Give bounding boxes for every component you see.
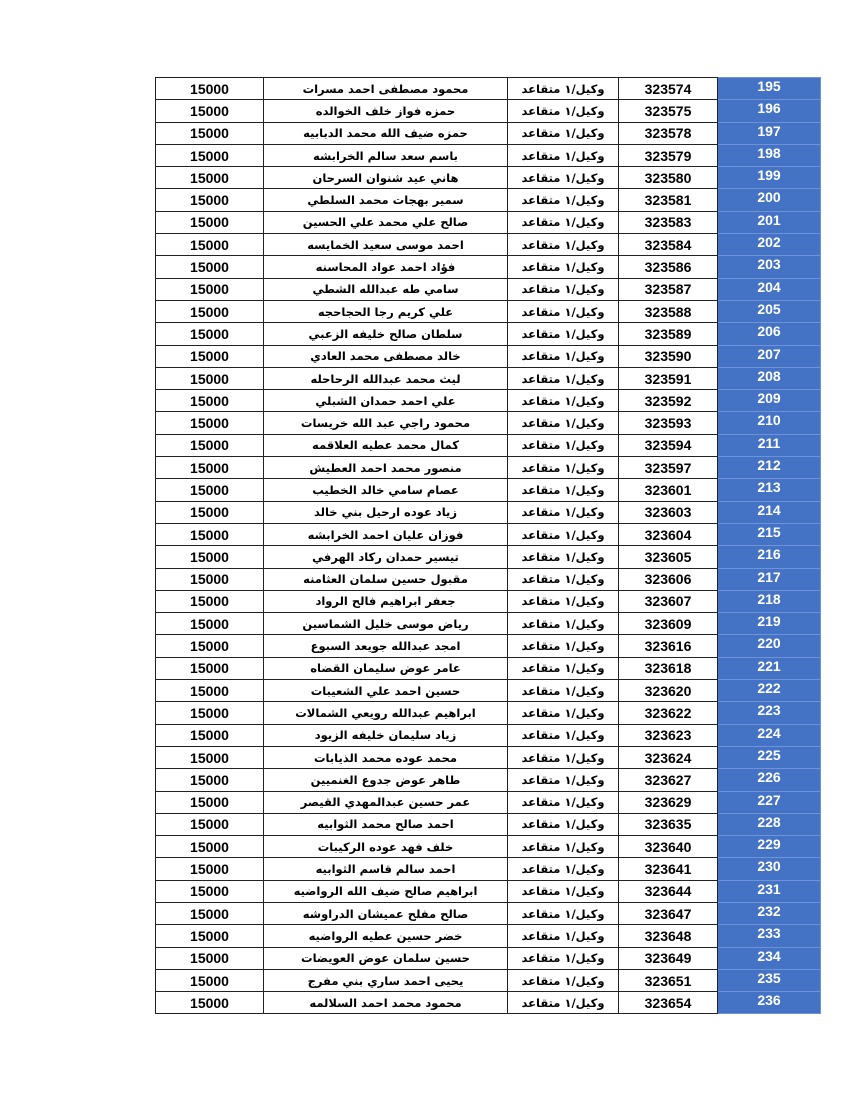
amount-cell: 15000 xyxy=(156,880,264,902)
table-row xyxy=(156,902,821,924)
table-row xyxy=(156,211,821,233)
amount-cell: 15000 xyxy=(156,345,264,367)
amount-cell: 15000 xyxy=(156,122,264,144)
table-row xyxy=(156,702,821,724)
amount-cell: 15000 xyxy=(156,523,264,545)
rank-cell: وكيل/١ متقاعد xyxy=(508,412,619,434)
name-cell: عصام سامي خالد الخطيب xyxy=(264,479,508,501)
rank-cell: وكيل/١ متقاعد xyxy=(508,434,619,456)
table-row xyxy=(156,613,821,635)
id-cell: 323609 xyxy=(619,613,718,635)
id-cell: 323618 xyxy=(619,657,718,679)
id-cell: 323640 xyxy=(619,836,718,858)
table-row xyxy=(156,992,821,1014)
table-row xyxy=(156,791,821,813)
id-cell: 323649 xyxy=(619,947,718,969)
id-cell: 323603 xyxy=(619,501,718,523)
id-cell: 323593 xyxy=(619,412,718,434)
rank-cell: وكيل/١ متقاعد xyxy=(508,791,619,813)
row-number-cell: 205 xyxy=(718,300,821,322)
id-cell: 323583 xyxy=(619,211,718,233)
row-number-cell: 213 xyxy=(718,479,821,501)
table-row xyxy=(156,367,821,389)
table-row xyxy=(156,746,821,768)
table-row xyxy=(156,189,821,211)
row-number-cell: 209 xyxy=(718,390,821,412)
name-cell: علي كريم رجا الحجاحجه xyxy=(264,300,508,322)
table-row xyxy=(156,144,821,166)
row-number-cell: 217 xyxy=(718,568,821,590)
id-cell: 323622 xyxy=(619,702,718,724)
id-cell: 323654 xyxy=(619,992,718,1014)
rank-cell: وكيل/١ متقاعد xyxy=(508,969,619,991)
amount-cell: 15000 xyxy=(156,746,264,768)
name-cell: تيسير حمدان ركاد الهرفي xyxy=(264,546,508,568)
amount-cell: 15000 xyxy=(156,234,264,256)
table-body xyxy=(156,78,821,1014)
row-number-cell: 199 xyxy=(718,167,821,189)
name-cell: احمد سالم قاسم الثوابيه xyxy=(264,858,508,880)
name-cell: خلف فهد عوده الركيبات xyxy=(264,836,508,858)
id-cell: 323648 xyxy=(619,925,718,947)
row-number-cell: 201 xyxy=(718,211,821,233)
row-number-cell: 200 xyxy=(718,189,821,211)
row-number-cell: 197 xyxy=(718,122,821,144)
rank-cell: وكيل/١ متقاعد xyxy=(508,345,619,367)
rank-cell: وكيل/١ متقاعد xyxy=(508,657,619,679)
id-cell: 323629 xyxy=(619,791,718,813)
id-cell: 323651 xyxy=(619,969,718,991)
rank-cell: وكيل/١ متقاعد xyxy=(508,367,619,389)
row-number-cell: 223 xyxy=(718,702,821,724)
amount-cell: 15000 xyxy=(156,858,264,880)
id-cell: 323575 xyxy=(619,100,718,122)
amount-cell: 15000 xyxy=(156,769,264,791)
name-cell: فؤاد احمد عواد المحاسنه xyxy=(264,256,508,278)
rank-cell: وكيل/١ متقاعد xyxy=(508,144,619,166)
id-cell: 323620 xyxy=(619,680,718,702)
amount-cell: 15000 xyxy=(156,278,264,300)
amount-cell: 15000 xyxy=(156,434,264,456)
id-cell: 323616 xyxy=(619,635,718,657)
rank-cell: وكيل/١ متقاعد xyxy=(508,300,619,322)
table-row xyxy=(156,323,821,345)
rank-cell: وكيل/١ متقاعد xyxy=(508,902,619,924)
row-number-cell: 198 xyxy=(718,144,821,166)
name-cell: حسين سلمان عوض العويضات xyxy=(264,947,508,969)
row-number-cell: 216 xyxy=(718,546,821,568)
name-cell: محمود محمد احمد السلالمه xyxy=(264,992,508,1014)
id-cell: 323635 xyxy=(619,813,718,835)
row-number-cell: 215 xyxy=(718,523,821,545)
id-cell: 323606 xyxy=(619,568,718,590)
row-number-cell: 218 xyxy=(718,590,821,612)
amount-cell: 15000 xyxy=(156,78,264,100)
amount-cell: 15000 xyxy=(156,791,264,813)
amount-cell: 15000 xyxy=(156,590,264,612)
retirees-table xyxy=(155,77,821,1014)
id-cell: 323624 xyxy=(619,746,718,768)
rank-cell: وكيل/١ متقاعد xyxy=(508,122,619,144)
rank-cell: وكيل/١ متقاعد xyxy=(508,992,619,1014)
rank-cell: وكيل/١ متقاعد xyxy=(508,100,619,122)
amount-cell: 15000 xyxy=(156,969,264,991)
amount-cell: 15000 xyxy=(156,189,264,211)
amount-cell: 15000 xyxy=(156,925,264,947)
id-cell: 323581 xyxy=(619,189,718,211)
amount-cell: 15000 xyxy=(156,256,264,278)
rank-cell: وكيل/١ متقاعد xyxy=(508,702,619,724)
amount-cell: 15000 xyxy=(156,568,264,590)
table-row xyxy=(156,390,821,412)
table-row xyxy=(156,122,821,144)
row-number-cell: 227 xyxy=(718,791,821,813)
rank-cell: وكيل/١ متقاعد xyxy=(508,880,619,902)
rank-cell: وكيل/١ متقاعد xyxy=(508,613,619,635)
amount-cell: 15000 xyxy=(156,836,264,858)
name-cell: احمد صالح محمد الثوابيه xyxy=(264,813,508,835)
amount-cell: 15000 xyxy=(156,680,264,702)
name-cell: منصور محمد احمد العطيش xyxy=(264,457,508,479)
name-cell: امجد عبدالله جويعد السبوع xyxy=(264,635,508,657)
row-number-cell: 219 xyxy=(718,613,821,635)
row-number-cell: 211 xyxy=(718,434,821,456)
id-cell: 323607 xyxy=(619,590,718,612)
row-number-cell: 235 xyxy=(718,969,821,991)
rank-cell: وكيل/١ متقاعد xyxy=(508,211,619,233)
table-row xyxy=(156,546,821,568)
rank-cell: وكيل/١ متقاعد xyxy=(508,390,619,412)
rank-cell: وكيل/١ متقاعد xyxy=(508,457,619,479)
amount-cell: 15000 xyxy=(156,813,264,835)
amount-cell: 15000 xyxy=(156,657,264,679)
rank-cell: وكيل/١ متقاعد xyxy=(508,167,619,189)
row-number-cell: 208 xyxy=(718,367,821,389)
name-cell: كمال محمد عطيه العلاقمه xyxy=(264,434,508,456)
id-cell: 323588 xyxy=(619,300,718,322)
table-row xyxy=(156,167,821,189)
row-number-cell: 234 xyxy=(718,947,821,969)
table-row xyxy=(156,813,821,835)
name-cell: هاني عيد شنوان السرحان xyxy=(264,167,508,189)
table-row xyxy=(156,657,821,679)
amount-cell: 15000 xyxy=(156,992,264,1014)
id-cell: 323594 xyxy=(619,434,718,456)
amount-cell: 15000 xyxy=(156,457,264,479)
name-cell: باسم سعد سالم الخرابشه xyxy=(264,144,508,166)
table-row xyxy=(156,680,821,702)
table-row xyxy=(156,590,821,612)
table-row xyxy=(156,635,821,657)
amount-cell: 15000 xyxy=(156,613,264,635)
name-cell: ابراهيم صالح ضيف الله الرواضيه xyxy=(264,880,508,902)
name-cell: عمر حسين عبدالمهدي القيصر xyxy=(264,791,508,813)
table-row xyxy=(156,100,821,122)
rank-cell: وكيل/١ متقاعد xyxy=(508,501,619,523)
table-row xyxy=(156,278,821,300)
table-row xyxy=(156,523,821,545)
name-cell: ليث محمد عبدالله الرحاحله xyxy=(264,367,508,389)
name-cell: مقبول حسين سلمان العثامنه xyxy=(264,568,508,590)
name-cell: محمد عوده محمد الذيابات xyxy=(264,746,508,768)
rank-cell: وكيل/١ متقاعد xyxy=(508,546,619,568)
table-row xyxy=(156,300,821,322)
name-cell: سمير بهجات محمد السلطي xyxy=(264,189,508,211)
id-cell: 323597 xyxy=(619,457,718,479)
id-cell: 323604 xyxy=(619,523,718,545)
id-cell: 323644 xyxy=(619,880,718,902)
rank-cell: وكيل/١ متقاعد xyxy=(508,278,619,300)
name-cell: صالح مفلح عميشان الدراوشه xyxy=(264,902,508,924)
rank-cell: وكيل/١ متقاعد xyxy=(508,256,619,278)
row-number-cell: 232 xyxy=(718,902,821,924)
row-number-cell: 228 xyxy=(718,813,821,835)
amount-cell: 15000 xyxy=(156,300,264,322)
rank-cell: وكيل/١ متقاعد xyxy=(508,78,619,100)
name-cell: يحيى احمد ساري بني مفرج xyxy=(264,969,508,991)
rank-cell: وكيل/١ متقاعد xyxy=(508,836,619,858)
row-number-cell: 203 xyxy=(718,256,821,278)
row-number-cell: 222 xyxy=(718,680,821,702)
table-row xyxy=(156,724,821,746)
name-cell: حمزه ضيف الله محمد الدبابيه xyxy=(264,122,508,144)
amount-cell: 15000 xyxy=(156,390,264,412)
id-cell: 323623 xyxy=(619,724,718,746)
table-row xyxy=(156,836,821,858)
row-number-cell: 195 xyxy=(718,78,821,100)
table-row xyxy=(156,256,821,278)
row-number-cell: 224 xyxy=(718,724,821,746)
amount-cell: 15000 xyxy=(156,546,264,568)
id-cell: 323647 xyxy=(619,902,718,924)
id-cell: 323587 xyxy=(619,278,718,300)
name-cell: فوزان عليان احمد الخرابشه xyxy=(264,523,508,545)
amount-cell: 15000 xyxy=(156,902,264,924)
table-row xyxy=(156,858,821,880)
table-row xyxy=(156,880,821,902)
name-cell: طاهر عوض جدوع الغنميين xyxy=(264,769,508,791)
amount-cell: 15000 xyxy=(156,167,264,189)
id-cell: 323578 xyxy=(619,122,718,144)
row-number-cell: 229 xyxy=(718,836,821,858)
id-cell: 323601 xyxy=(619,479,718,501)
name-cell: سلطان صالح خليفه الزعبي xyxy=(264,323,508,345)
table-row xyxy=(156,457,821,479)
name-cell: احمد موسى سعيد الخمايسه xyxy=(264,234,508,256)
amount-cell: 15000 xyxy=(156,501,264,523)
rank-cell: وكيل/١ متقاعد xyxy=(508,858,619,880)
name-cell: عامر عوض سليمان القضاه xyxy=(264,657,508,679)
id-cell: 323641 xyxy=(619,858,718,880)
name-cell: محمود راجي عبد الله خريسات xyxy=(264,412,508,434)
name-cell: سامي طه عبدالله الشطي xyxy=(264,278,508,300)
table-row xyxy=(156,412,821,434)
table-row xyxy=(156,78,821,100)
name-cell: صالح علي محمد علي الحسين xyxy=(264,211,508,233)
amount-cell: 15000 xyxy=(156,100,264,122)
name-cell: زياد سليمان خليفه الزيود xyxy=(264,724,508,746)
row-number-cell: 214 xyxy=(718,501,821,523)
table-row xyxy=(156,345,821,367)
rank-cell: وكيل/١ متقاعد xyxy=(508,635,619,657)
amount-cell: 15000 xyxy=(156,724,264,746)
rank-cell: وكيل/١ متقاعد xyxy=(508,947,619,969)
id-cell: 323586 xyxy=(619,256,718,278)
amount-cell: 15000 xyxy=(156,323,264,345)
name-cell: حمزه فواز خلف الخوالده xyxy=(264,100,508,122)
table-row xyxy=(156,479,821,501)
id-cell: 323580 xyxy=(619,167,718,189)
row-number-cell: 226 xyxy=(718,769,821,791)
name-cell: زياد عوده ارحيل بني خالد xyxy=(264,501,508,523)
row-number-cell: 210 xyxy=(718,412,821,434)
name-cell: رياض موسى خليل الشماسين xyxy=(264,613,508,635)
row-number-cell: 206 xyxy=(718,323,821,345)
id-cell: 323591 xyxy=(619,367,718,389)
rank-cell: وكيل/١ متقاعد xyxy=(508,189,619,211)
id-cell: 323592 xyxy=(619,390,718,412)
rank-cell: وكيل/١ متقاعد xyxy=(508,568,619,590)
row-number-cell: 202 xyxy=(718,234,821,256)
name-cell: خضر حسين عطيه الرواضيه xyxy=(264,925,508,947)
rank-cell: وكيل/١ متقاعد xyxy=(508,680,619,702)
amount-cell: 15000 xyxy=(156,144,264,166)
id-cell: 323579 xyxy=(619,144,718,166)
rank-cell: وكيل/١ متقاعد xyxy=(508,746,619,768)
rank-cell: وكيل/١ متقاعد xyxy=(508,523,619,545)
row-number-cell: 233 xyxy=(718,925,821,947)
rank-cell: وكيل/١ متقاعد xyxy=(508,234,619,256)
amount-cell: 15000 xyxy=(156,367,264,389)
id-cell: 323590 xyxy=(619,345,718,367)
id-cell: 323574 xyxy=(619,78,718,100)
amount-cell: 15000 xyxy=(156,479,264,501)
row-number-cell: 225 xyxy=(718,746,821,768)
amount-cell: 15000 xyxy=(156,211,264,233)
rank-cell: وكيل/١ متقاعد xyxy=(508,479,619,501)
row-number-cell: 196 xyxy=(718,100,821,122)
table-row xyxy=(156,568,821,590)
name-cell: علي احمد حمدان الشبلي xyxy=(264,390,508,412)
table-row xyxy=(156,234,821,256)
row-number-cell: 212 xyxy=(718,457,821,479)
name-cell: خالد مصطفى محمد العادي xyxy=(264,345,508,367)
rank-cell: وكيل/١ متقاعد xyxy=(508,323,619,345)
row-number-cell: 231 xyxy=(718,880,821,902)
name-cell: جعفر ابراهيم فالح الرواد xyxy=(264,590,508,612)
rank-cell: وكيل/١ متقاعد xyxy=(508,724,619,746)
name-cell: محمود مصطفى احمد مسرات xyxy=(264,78,508,100)
amount-cell: 15000 xyxy=(156,947,264,969)
row-number-cell: 207 xyxy=(718,345,821,367)
table-row xyxy=(156,501,821,523)
name-cell: حسين احمد علي الشعيبات xyxy=(264,680,508,702)
rank-cell: وكيل/١ متقاعد xyxy=(508,813,619,835)
row-number-cell: 236 xyxy=(718,992,821,1014)
table-row xyxy=(156,947,821,969)
id-cell: 323605 xyxy=(619,546,718,568)
id-cell: 323627 xyxy=(619,769,718,791)
row-number-cell: 204 xyxy=(718,278,821,300)
rank-cell: وكيل/١ متقاعد xyxy=(508,590,619,612)
amount-cell: 15000 xyxy=(156,635,264,657)
rank-cell: وكيل/١ متقاعد xyxy=(508,769,619,791)
table-row xyxy=(156,969,821,991)
row-number-cell: 230 xyxy=(718,858,821,880)
table-row xyxy=(156,925,821,947)
amount-cell: 15000 xyxy=(156,702,264,724)
name-cell: ابراهيم عبدالله رويعي الشمالات xyxy=(264,702,508,724)
rank-cell: وكيل/١ متقاعد xyxy=(508,925,619,947)
amount-cell: 15000 xyxy=(156,412,264,434)
id-cell: 323589 xyxy=(619,323,718,345)
row-number-cell: 220 xyxy=(718,635,821,657)
table-row xyxy=(156,769,821,791)
row-number-cell: 221 xyxy=(718,657,821,679)
table-row xyxy=(156,434,821,456)
id-cell: 323584 xyxy=(619,234,718,256)
